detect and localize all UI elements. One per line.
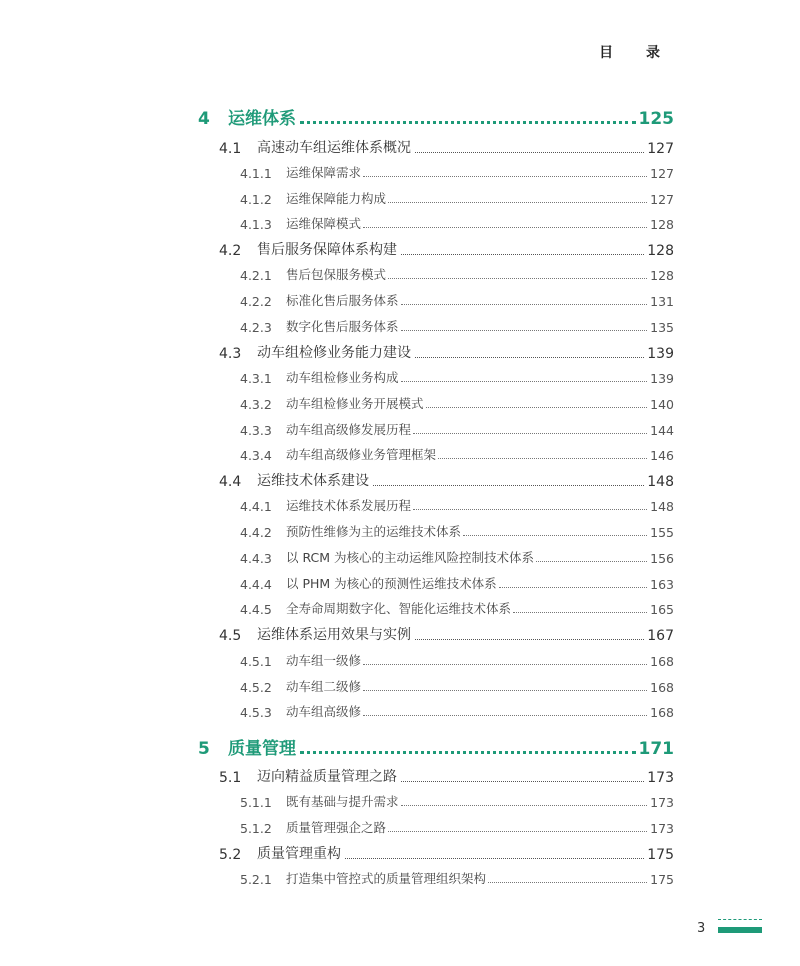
- toc-page-number: 168: [650, 680, 674, 695]
- footer-page-number: 3: [697, 921, 706, 936]
- toc-subsection-4-5-1[interactable]: [240, 651, 674, 669]
- toc-number: 4: [198, 109, 210, 129]
- toc-title: 高速动车组运维体系概况: [257, 140, 411, 156]
- toc-number: 4.5: [219, 628, 242, 644]
- toc-number: 4.2.2: [240, 294, 272, 309]
- toc-section-4-4[interactable]: [219, 470, 674, 490]
- toc-title: 运维体系运用效果与实例: [257, 627, 411, 643]
- toc-title: 运维技术体系发展历程: [286, 498, 412, 513]
- toc-subsection-5-1-1[interactable]: [240, 792, 674, 810]
- toc-subsection-4-2-1[interactable]: [240, 265, 674, 283]
- toc-section-4-5[interactable]: [219, 624, 674, 644]
- page-header-title: 目 录: [599, 45, 674, 61]
- toc-subsection-4-4-4[interactable]: [240, 574, 674, 592]
- toc-dot-leader: [345, 858, 644, 859]
- toc-dot-leader: [401, 254, 644, 255]
- toc-page-number: 125: [638, 109, 674, 129]
- toc-title: 迈向精益质量管理之路: [257, 769, 397, 785]
- toc-chapter-4[interactable]: [198, 104, 674, 129]
- toc-title: 全寿命周期数字化、智能化运维技术体系: [286, 601, 512, 616]
- toc-dot-leader: [363, 715, 647, 716]
- toc-page-number: 173: [647, 770, 674, 786]
- toc-title: 运维技术体系建设: [257, 473, 369, 489]
- toc-number: 4.2: [219, 243, 242, 259]
- toc-number: 4.5.2: [240, 680, 272, 695]
- toc-page-number: 173: [650, 795, 674, 810]
- toc-dot-leader: [426, 407, 648, 408]
- toc-number: 4.3: [219, 346, 242, 362]
- toc-title: 质量管理: [228, 739, 296, 759]
- toc-title: 以 PHM 为核心的预测性运维技术体系: [286, 576, 497, 591]
- toc-title: 动车组高级修发展历程: [286, 422, 412, 437]
- toc-number: 4.1.1: [240, 166, 272, 181]
- toc-dot-leader: [388, 831, 647, 832]
- toc-subsection-4-2-3[interactable]: [240, 317, 674, 335]
- toc-page-number: 168: [650, 654, 674, 669]
- toc-page-number: 148: [650, 499, 674, 514]
- toc-dot-leader: [363, 227, 647, 228]
- toc-page-number: 139: [647, 346, 674, 362]
- toc-dot-leader: [415, 152, 644, 153]
- toc-page-number: 171: [638, 739, 674, 759]
- toc-number: 5.2: [219, 847, 242, 863]
- toc-page-number: 139: [650, 371, 674, 386]
- toc-number: 4.3.3: [240, 423, 272, 438]
- toc-dot-leader: [513, 612, 647, 613]
- toc-dot-leader: [401, 381, 648, 382]
- toc-title: 运维保障需求: [286, 165, 362, 180]
- toc-title: 动车组高级修业务管理框架: [286, 447, 437, 462]
- toc-page-number: 127: [650, 166, 674, 181]
- toc-title: 预防性维修为主的运维技术体系: [286, 524, 462, 539]
- toc-number: 5.2.1: [240, 872, 272, 887]
- toc-title: 动车组检修业务开展模式: [286, 396, 424, 411]
- toc-title: 动车组二级修: [286, 679, 362, 694]
- toc-title: 质量管理强企之路: [286, 820, 387, 835]
- toc-subsection-4-3-3[interactable]: [240, 420, 674, 438]
- toc-page-number: 156: [650, 551, 674, 566]
- toc-dot-leader: [536, 561, 647, 562]
- toc-subsection-4-1-1[interactable]: [240, 163, 674, 181]
- toc-number: 4.5.3: [240, 705, 272, 720]
- toc-subsection-5-2-1[interactable]: [240, 869, 674, 887]
- toc-number: 4.3.1: [240, 371, 272, 386]
- footer-dotted-rule: [718, 919, 762, 920]
- toc-number: 4.1.2: [240, 192, 272, 207]
- toc-number: 4.4: [219, 474, 242, 490]
- toc-dot-leader: [363, 664, 647, 665]
- toc-number: 4.3.4: [240, 448, 272, 463]
- toc-number: 4.1.3: [240, 217, 272, 232]
- toc-number: 4.5.1: [240, 654, 272, 669]
- toc-subsection-4-2-2[interactable]: [240, 291, 674, 309]
- toc-dot-leader: [300, 751, 636, 754]
- toc-chapter-5[interactable]: [198, 734, 674, 759]
- toc-dot-leader: [413, 509, 647, 510]
- toc-dot-leader: [388, 202, 647, 203]
- toc-subsection-4-3-1[interactable]: [240, 368, 674, 386]
- toc-dot-leader: [363, 176, 647, 177]
- toc-page-number: 128: [650, 217, 674, 232]
- toc-page-number: 140: [650, 397, 674, 412]
- toc-dot-leader: [463, 535, 647, 536]
- toc-dot-leader: [401, 304, 648, 305]
- toc-subsection-4-3-2[interactable]: [240, 394, 674, 412]
- toc-page-number: 146: [650, 448, 674, 463]
- toc-number: 4.1: [219, 141, 242, 157]
- toc-dot-leader: [363, 690, 647, 691]
- toc-subsection-4-5-3[interactable]: [240, 702, 674, 720]
- toc-page-number: 144: [650, 423, 674, 438]
- toc-page-number: 175: [647, 847, 674, 863]
- toc-number: 4.4.2: [240, 525, 272, 540]
- toc-number: 4.3.2: [240, 397, 272, 412]
- toc-section-4-1[interactable]: [219, 137, 674, 157]
- toc-subsection-4-4-3[interactable]: [240, 548, 674, 566]
- toc-subsection-4-3-4[interactable]: [240, 445, 674, 463]
- toc-title: 数字化售后服务体系: [286, 319, 399, 334]
- toc-subsection-4-4-5[interactable]: [240, 599, 674, 617]
- toc-section-4-3[interactable]: [219, 342, 674, 362]
- toc-title: 售后包保服务模式: [286, 267, 387, 282]
- toc-page-number: 135: [650, 320, 674, 335]
- toc-dot-leader: [499, 587, 647, 588]
- toc-dot-leader: [413, 433, 647, 434]
- toc-number: 4.2.3: [240, 320, 272, 335]
- toc-title: 动车组检修业务构成: [286, 370, 399, 385]
- toc-title: 售后服务保障体系构建: [257, 242, 397, 258]
- toc-dot-leader: [373, 485, 644, 486]
- toc-subsection-4-4-2[interactable]: [240, 522, 674, 540]
- toc-number: 5.1.1: [240, 795, 272, 810]
- toc-page-number: 173: [650, 821, 674, 836]
- toc-title: 打造集中管控式的质量管理组织架构: [286, 871, 487, 886]
- toc-number: 4.4.1: [240, 499, 272, 514]
- toc-section-5-1[interactable]: [219, 766, 674, 786]
- toc-dot-leader: [401, 330, 648, 331]
- toc-section-4-2[interactable]: [219, 239, 674, 259]
- toc-subsection-4-1-2[interactable]: [240, 189, 674, 207]
- toc-title: 既有基础与提升需求: [286, 794, 399, 809]
- toc-subsection-5-1-2[interactable]: [240, 818, 674, 836]
- toc-dot-leader: [300, 121, 636, 124]
- toc-page-number: 127: [647, 141, 674, 157]
- toc-title: 质量管理重构: [257, 846, 341, 862]
- toc-title: 标准化售后服务体系: [286, 293, 399, 308]
- footer-accent-bar: [718, 927, 762, 933]
- toc-page-number: 163: [650, 577, 674, 592]
- toc-page-number: 128: [647, 243, 674, 259]
- toc-dot-leader: [415, 639, 644, 640]
- toc-number: 4.4.4: [240, 577, 272, 592]
- toc-dot-leader: [438, 458, 647, 459]
- toc-title: 运维保障模式: [286, 216, 362, 231]
- toc-number: 5.1.2: [240, 821, 272, 836]
- toc-number: 4.4.3: [240, 551, 272, 566]
- toc-number: 4.2.1: [240, 268, 272, 283]
- toc-section-5-2[interactable]: [219, 843, 674, 863]
- toc-title: 动车组高级修: [286, 704, 362, 719]
- toc-number: 5: [198, 739, 210, 759]
- toc-page-number: 128: [650, 268, 674, 283]
- toc-page-number: 148: [647, 474, 674, 490]
- toc-subsection-4-4-1[interactable]: [240, 496, 674, 514]
- toc-dot-leader: [488, 882, 647, 883]
- toc-number: 5.1: [219, 770, 242, 786]
- toc-page-number: 127: [650, 192, 674, 207]
- toc-dot-leader: [401, 781, 644, 782]
- toc-page-number: 165: [650, 602, 674, 617]
- toc-dot-leader: [415, 357, 644, 358]
- toc-title: 动车组检修业务能力建设: [257, 345, 411, 361]
- toc-page-number: 167: [647, 628, 674, 644]
- toc-subsection-4-1-3[interactable]: [240, 214, 674, 232]
- toc-dot-leader: [401, 805, 648, 806]
- toc-page-number: 131: [650, 294, 674, 309]
- toc-page-number: 155: [650, 525, 674, 540]
- toc-page-number: 168: [650, 705, 674, 720]
- toc-page-number: 175: [650, 872, 674, 887]
- toc-title: 运维体系: [228, 109, 296, 129]
- toc-number: 4.4.5: [240, 602, 272, 617]
- toc-title: 以 RCM 为核心的主动运维风险控制技术体系: [286, 550, 535, 565]
- toc-title: 动车组一级修: [286, 653, 362, 668]
- toc-subsection-4-5-2[interactable]: [240, 677, 674, 695]
- toc-dot-leader: [388, 278, 647, 279]
- toc-title: 运维保障能力构成: [286, 191, 387, 206]
